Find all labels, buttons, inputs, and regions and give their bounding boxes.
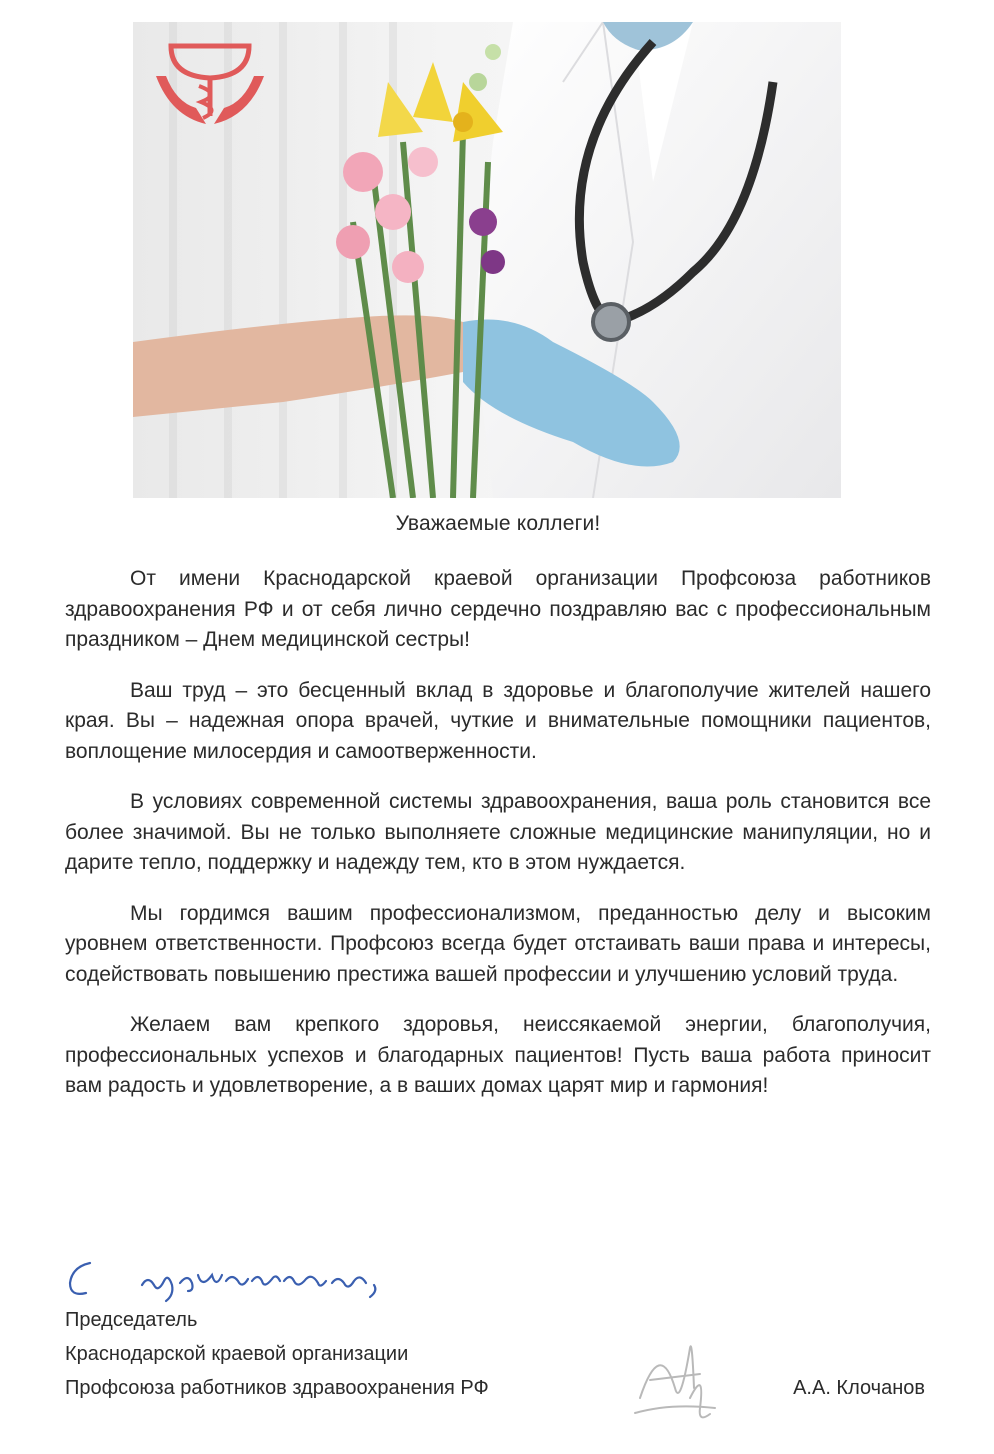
paragraph-contribution: Ваш труд – это бесценный вклад в здоровье и благополучие жителей нашего края. Вы – надежная опора врачей, чуткие и внимательные помощники пациентов, воплощение милосердия и самоотверженности.: [65, 678, 931, 763]
paragraph-wishes: Желаем вам крепкого здоровья, неиссякаемой энергии, благополучия, профессиональных успехов и благодарных пациентов! Пусть ваша работа приносит вам радость и удовлетворение, а в ваших домах царят мир и гармония!: [65, 1013, 931, 1097]
paragraph-pride: Мы гордимся вашим профессионализмом, преданностью делу и высоким уровнем ответственности. Профсоюз всегда будет отстаивать ваши права и интересы, содействовать повышению престижа вашей профессии и улучшению условий труда.: [65, 901, 931, 986]
salutation: Уважаемые коллеги!: [395, 512, 601, 535]
signature-block: [65, 1303, 931, 1405]
medical-union-logo-icon: [151, 36, 269, 134]
signatory-title: Председатель: [65, 1309, 198, 1331]
handwritten-closing: [62, 1245, 392, 1305]
autograph-signature: [630, 1328, 720, 1428]
header-photo: [133, 22, 841, 498]
paragraph-role: В условиях современной системы здравоохранения, ваша роль становится все более значимой. Вы не только выполняете сложные медицинские манипуляции, но и дарите тепло, поддержку и надежду тем, кто в этом нуждается.: [65, 790, 931, 874]
signatory-organization: Краснодарской краевой организации: [65, 1343, 409, 1365]
paragraph-greeting: От имени Краснодарской краевой организации Профсоюза работников здравоохранения РФ и от себя лично сердечно поздравляю вас с профессиональным праздником – Днем медицинской сестры!: [65, 567, 931, 651]
letter-body: [65, 512, 931, 1122]
signatory-name: А.А. Клочанов: [793, 1377, 925, 1399]
signatory-union: Профсоюза работников здравоохранения РФ: [65, 1377, 489, 1399]
